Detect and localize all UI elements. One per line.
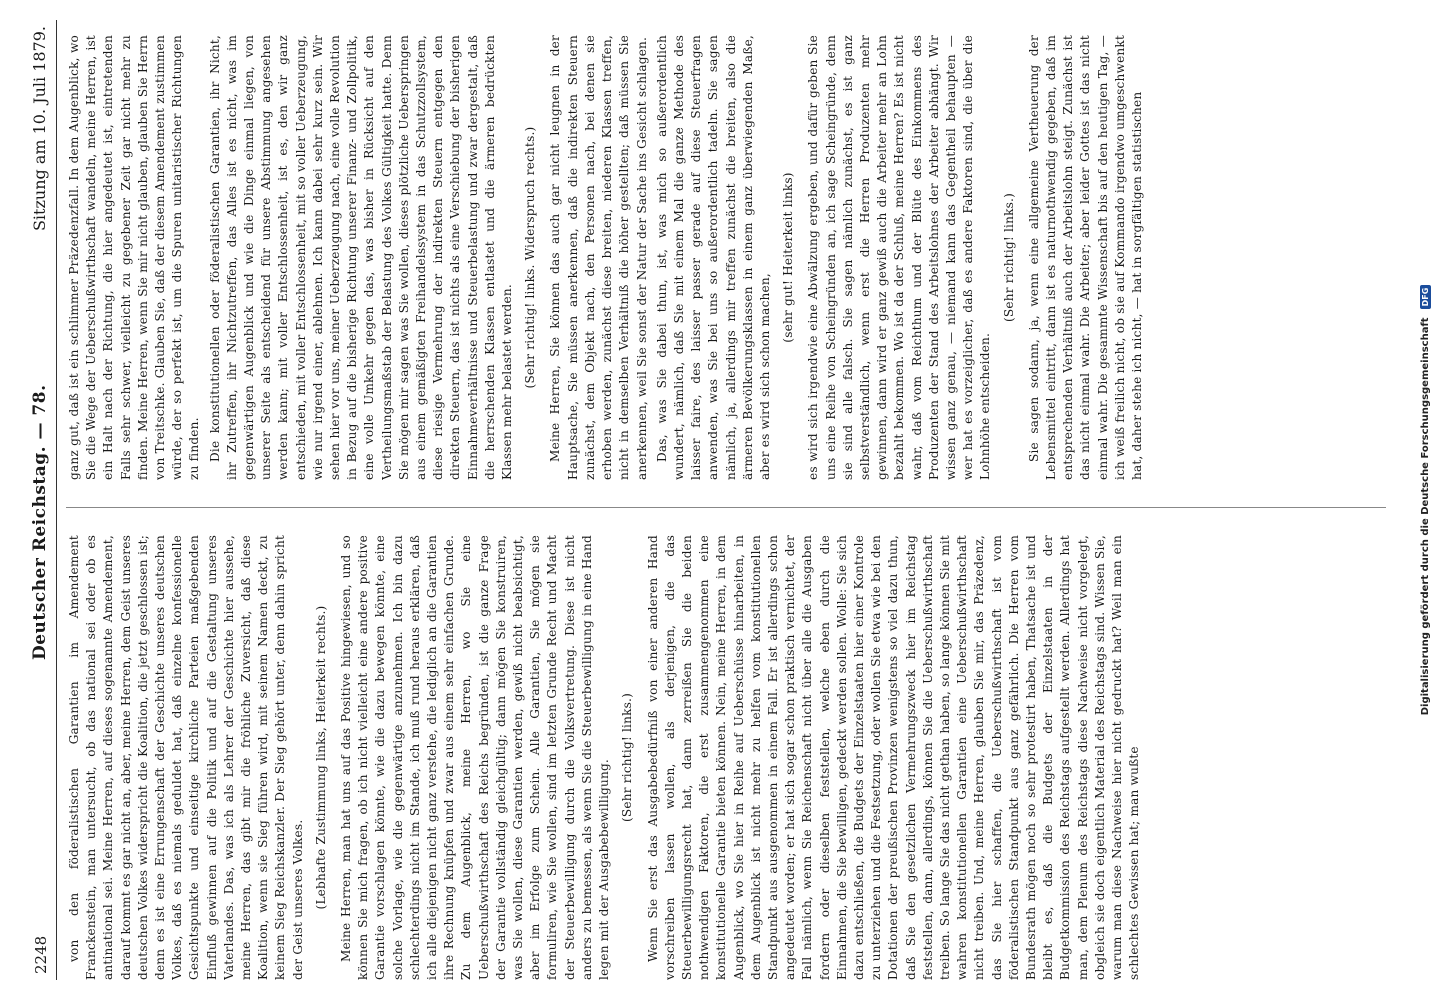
credit-text: Digitalisierung gefördert durch die Deutsche Forschungsgemeinschaft <box>1419 317 1431 716</box>
interjection: (Lebhafte Zustimmung links, Heiterkeit rechts.) <box>313 605 328 910</box>
paragraph: Die konstitutionellen oder föderalistischen Garantien, ihr Nicht, ihr Zutreffen, ihr Nichtzutreffen, das Alles ist es nicht, was im gegenwärtigen Augenblick und wie die Dinge einmal liegen, von unserer Seite als entscheidend für unsere Abstimmung angesehen werden kann; mit voller Entschlossenheit, ist es, den wir ganz entschieden, mit voller Entschlossenheit, mit so voller Ueberzeugung, wie nur irgend einer, ablehnen. Ich kann dabei sehr kurz sein. Wir sehen hier vor uns, meiner Ueberzeugung nach, eine volle Revolution in Bezug auf die bisherige Richtung unserer Finanz- und Zollpolitik, eine volle Umkehr gegen das, was bisher in Rücksicht auf den Vertheilungsmaßstab der Belastung des Volkes Gültigkeit hatte. Denn Sie mögen mir sagen was Sie wollen, dieses plötzliche Ueberspringen aus einem gemäßigten Freihandelssystem in das Schutzzollsystem, diese riesige Vermehrung der indirekten Steuern entgegen den direkten Steuern, das ist nichts als eine Verschiebung der bisherigen Einnahmeverhältnisse und Steuerbelastung und zwar dergestalt, daß die herrschenden Klassen entlastet und die ärmeren bedrückten Klassen mehr belastet werden. <box>207 35 515 480</box>
publication-title: Deutscher Reichstag. — 78. <box>30 384 50 660</box>
interjection: (sehr gut! Heiterkeit links) <box>781 172 796 343</box>
interjection: (Sehr richtig! links. Widerspruch rechts.) <box>523 126 538 389</box>
paragraph: von den föderalistischen Garantien im Amendement Franckenstein, man untersucht, ob das national sei oder ob es antinational sei. Meine Herren, auf dieses sogenannte Amendement, darauf kommt es gar nicht an, aber, meine Herren, dem Geist unseres deutschen Volkes widerspricht die Koalition, die jetzt geschlossen ist; denn es ist eine Errungenschaft der Geschichte unseres deutschen Volkes, daß es niemals geduldet hat, daß einzelne konfessionelle Gesichtspunkte und einseitige kirchliche Parteien maßgebenden Einfluß gewinnen auf die Politik und auf die Gestaltung unseres Vaterlandes. Das, was ich als Lehrer der Geschichte hier aussehe, meine Herren, das gibt mir die fröhliche Zuversicht, daß diese Koalition, wenn sie Sieg führen wird, mit seinem Namen deckt, zu keinem Sieg Reichskanzler. Der Sieg gehört unter, denn dahin spricht der Geist unseres Volkes. <box>67 535 305 980</box>
paragraph: Das, was Sie dabei thun, ist, was mich so außerordentlich wundert, nämlich, daß Sie mit einem Mal die ganze Methode des laisser faire, des laisser passer gerade auf diese Steuerfragen anwenden, was Sie bei uns so außerordentlich tadeln. Sie sagen nämlich, ja, allerdings mir treffen zunächst die breiten, also die ärmeren Bevölkerungsklassen in einem ganz überwiegenden Maße, aber es wird sich schon machen, <box>654 35 772 480</box>
rotated-page <box>26 20 1406 980</box>
paragraph: Wenn Sie erst das Ausgabebedürfniß von einer anderen Hand vorschreiben lassen wollen, als derjenigen, die das Steuerbewilligungsrecht hat, dann zerreißen Sie die beiden nothwendigen Faktoren, die erst zusammengenommen eine konstitutionelle Garantie bieten können. Nein, meine Herren, in dem Augenblick, wo Sie hier in Reihe auf Ueberschüsse hinarbeiten, in dem Augenblick ist nicht mehr zu helfen vom konstitutionellen Standpunkt aus ausgenommen in einem Fall. Er ist allerdings schon angedeutet worden; er hat sich sogar schon praktisch vernichtet, der Fall nämlich, wenn Sie Reichenschaft nicht über alle die Ausgaben fordern oder dieselben feststellen, welche eben durch die Einnahmen, die Sie bewilligen, gedeckt werden sollen. Wolle: Sie sich dazu entschließen, die Budgets der Einzelstaaten hier einer Kontrole zu unterziehen und die Festsetzung, oder wollen Sie etwa wie bei den Dotationen der preußischen Provinzen wenigstens so viel dazu thun, daß Sie den gesetzlichen Vermehrungszweck hier im Reichstag feststellen, dann, allerdings, können Sie die Ueberschußwirthschaft treiben. So lange Sie das nicht gethan haben, so lange können Sie mit wahren konstitutionellen Garantien eine Ueberschußwirthschaft nicht treiben. Und, meine Herren, glauben Sie mir, das Präzedenz, das Sie hier schaffen, die Ueberschußwirthschaft ist vom föderalistischen Standpunkt aus ganz gefährlich. Die Herren vom Bundesrath mögen noch so sehr protestirt haben, Thatsache ist und bleibt es, daß die Budgets der Einzelstaaten in der Budgetkommission des Reichstags aufgestellt werden. Allerdings hat man, dem Plenum des Reichstags diese Nachweise nicht vorgelegt, obgleich sie doch eigentlich Material des Reichstags sind. Wissen Sie, warum man diese Nachweise hier nicht gedruckt hat? Weil man ein schlechtes Gewissen hat; man wußte <box>645 535 1142 980</box>
right-column <box>66 35 1386 480</box>
paragraph: Sie sagen sodann, ja, wenn eine allgemeine Vertheuerung der Lebensmittel eintritt, dann ist es naturnothwendig gegeben, daß im entsprechenden Verhältniß auch der Arbeitslohn steigt. Zunächst ist das nicht einmal wahr. Die Arbeiter; aber leider Gottes ist das nicht einmal wahr. Die gesammte Wissenschaft bis auf den heutigen Tag, — ich weiß freilich nicht, ob sie auf Kommando irgendwo umgeschwenkt hat, daher stehe ich nicht, — hat in sorgfältigen statistischen <box>1026 35 1144 480</box>
paragraph: Meine Herren, Sie können das auch gar nicht leugnen in der Hauptsache, Sie müssen anerkennen, daß die indirekten Steuern zunächst, dem Objekt nach, den Personen nach, bei denen sie erhoben werden, zunächst diese breiten, niederen Klassen treffen, nicht in demselben Verhältniß die höher gestellten; daß müssen Sie anerkennen, weil Sie sonst der Natur der Sache ins Gesicht schlagen. <box>548 35 649 480</box>
page-number: 2248 <box>32 935 50 974</box>
dfg-logo-icon: DFG <box>1420 285 1431 310</box>
column-divider <box>66 507 1386 508</box>
session-date: Sitzung am 10. Juli 1879. <box>30 26 49 232</box>
paragraph: es wird sich irgendwie eine Abwälzung ergeben, und dafür geben Sie uns eine Reihe von Scheingründen an, ich sage Scheingründe, denn sie sind alle falsch. Sie sagen nämlich zunächst, es ist ganz selbstverständlich, wenn erst die Herren Produzenten mehr gewinnen, dann wird er ganz gewiß auch die Arbeiter mehr an Lohn bezahlt bekommen. Wo ist da der Schluß, meine Herren? Es ist nicht wahr, daß vom Reichthum und der Blüte des Einkommens des Produzenten der Stand des Arbeitslohnes der Arbeiter abhängt. Wir wissen ganz genau, — niemand kann das Gegentheil behaupten — wer hat es vorzeiglicher, daß es andere Faktoren sind, die über die Lohnhöhe entscheiden. <box>806 35 993 480</box>
left-column <box>66 535 1386 980</box>
page-header <box>26 20 57 980</box>
paragraph: ganz gut, daß ist ein schlimmer Präzedenzfall. In dem Augenblick, wo Sie die Wege der Ueberschußwirthschaft wandeln, meine Herren, ist ein Halt nach der Richtung, die hier angedeutet ist, eintretenden Falls sehr schwer, vielleicht zu gegebener Zeit gar nicht mehr zu finden. Meine Herren, wenn Sie mir nicht glauben, glauben Sie Herrn von Treitschke. Glauben Sie, daß der diesem Amendement zustimmen würde, der so perfekt ist, um die Spuren unitaristischer Richtungen zu finden. <box>67 35 202 480</box>
interjection: (Sehr richtig! links.) <box>1001 193 1016 322</box>
paragraph: Meine Herren, man hat uns auf das Positive hingewiesen, und so können Sie mich fragen, ob ich nicht vielleicht eine andere positive Garantie vorschlagen könnte, wie die dazu bewegen könnte, eine solche Vorlage, wie die gegenwärtige anzunehmen. Ich bin dazu schlechterdings nicht im Stande, ich muß rund heraus erklären, daß ich alle diejenigen nicht ganz verstehe, die lediglich an die Garantien ihre Rechnung knüpfen und zwar aus einem sehr einfachen Grunde. Zu dem Augenblick, meine Herren, wo Sie eine Ueberschußwirthschaft des Reichs begründen, ist die ganze Frage der Garantie vollständig gleichgültig; dann mögen Sie konstruiren, was Sie wollen, diese Garantien werden, gewiß nicht beabsichtigt, aber im Erfolge zum Schein. Alle Garantien, Sie mögen sie formuliren, wie Sie wollen, sind im letzten Grunde Recht und Macht der Steuerbewilligung durch die Volksvertretung. Diese ist nicht anders zu bemessen, als wenn Sie die Steuerbewilligung in eine Hand legen mit der Ausgabebewilligung. <box>339 535 612 980</box>
interjection: (Sehr richtig! links.) <box>620 693 635 822</box>
digitization-credit <box>1419 287 1431 716</box>
